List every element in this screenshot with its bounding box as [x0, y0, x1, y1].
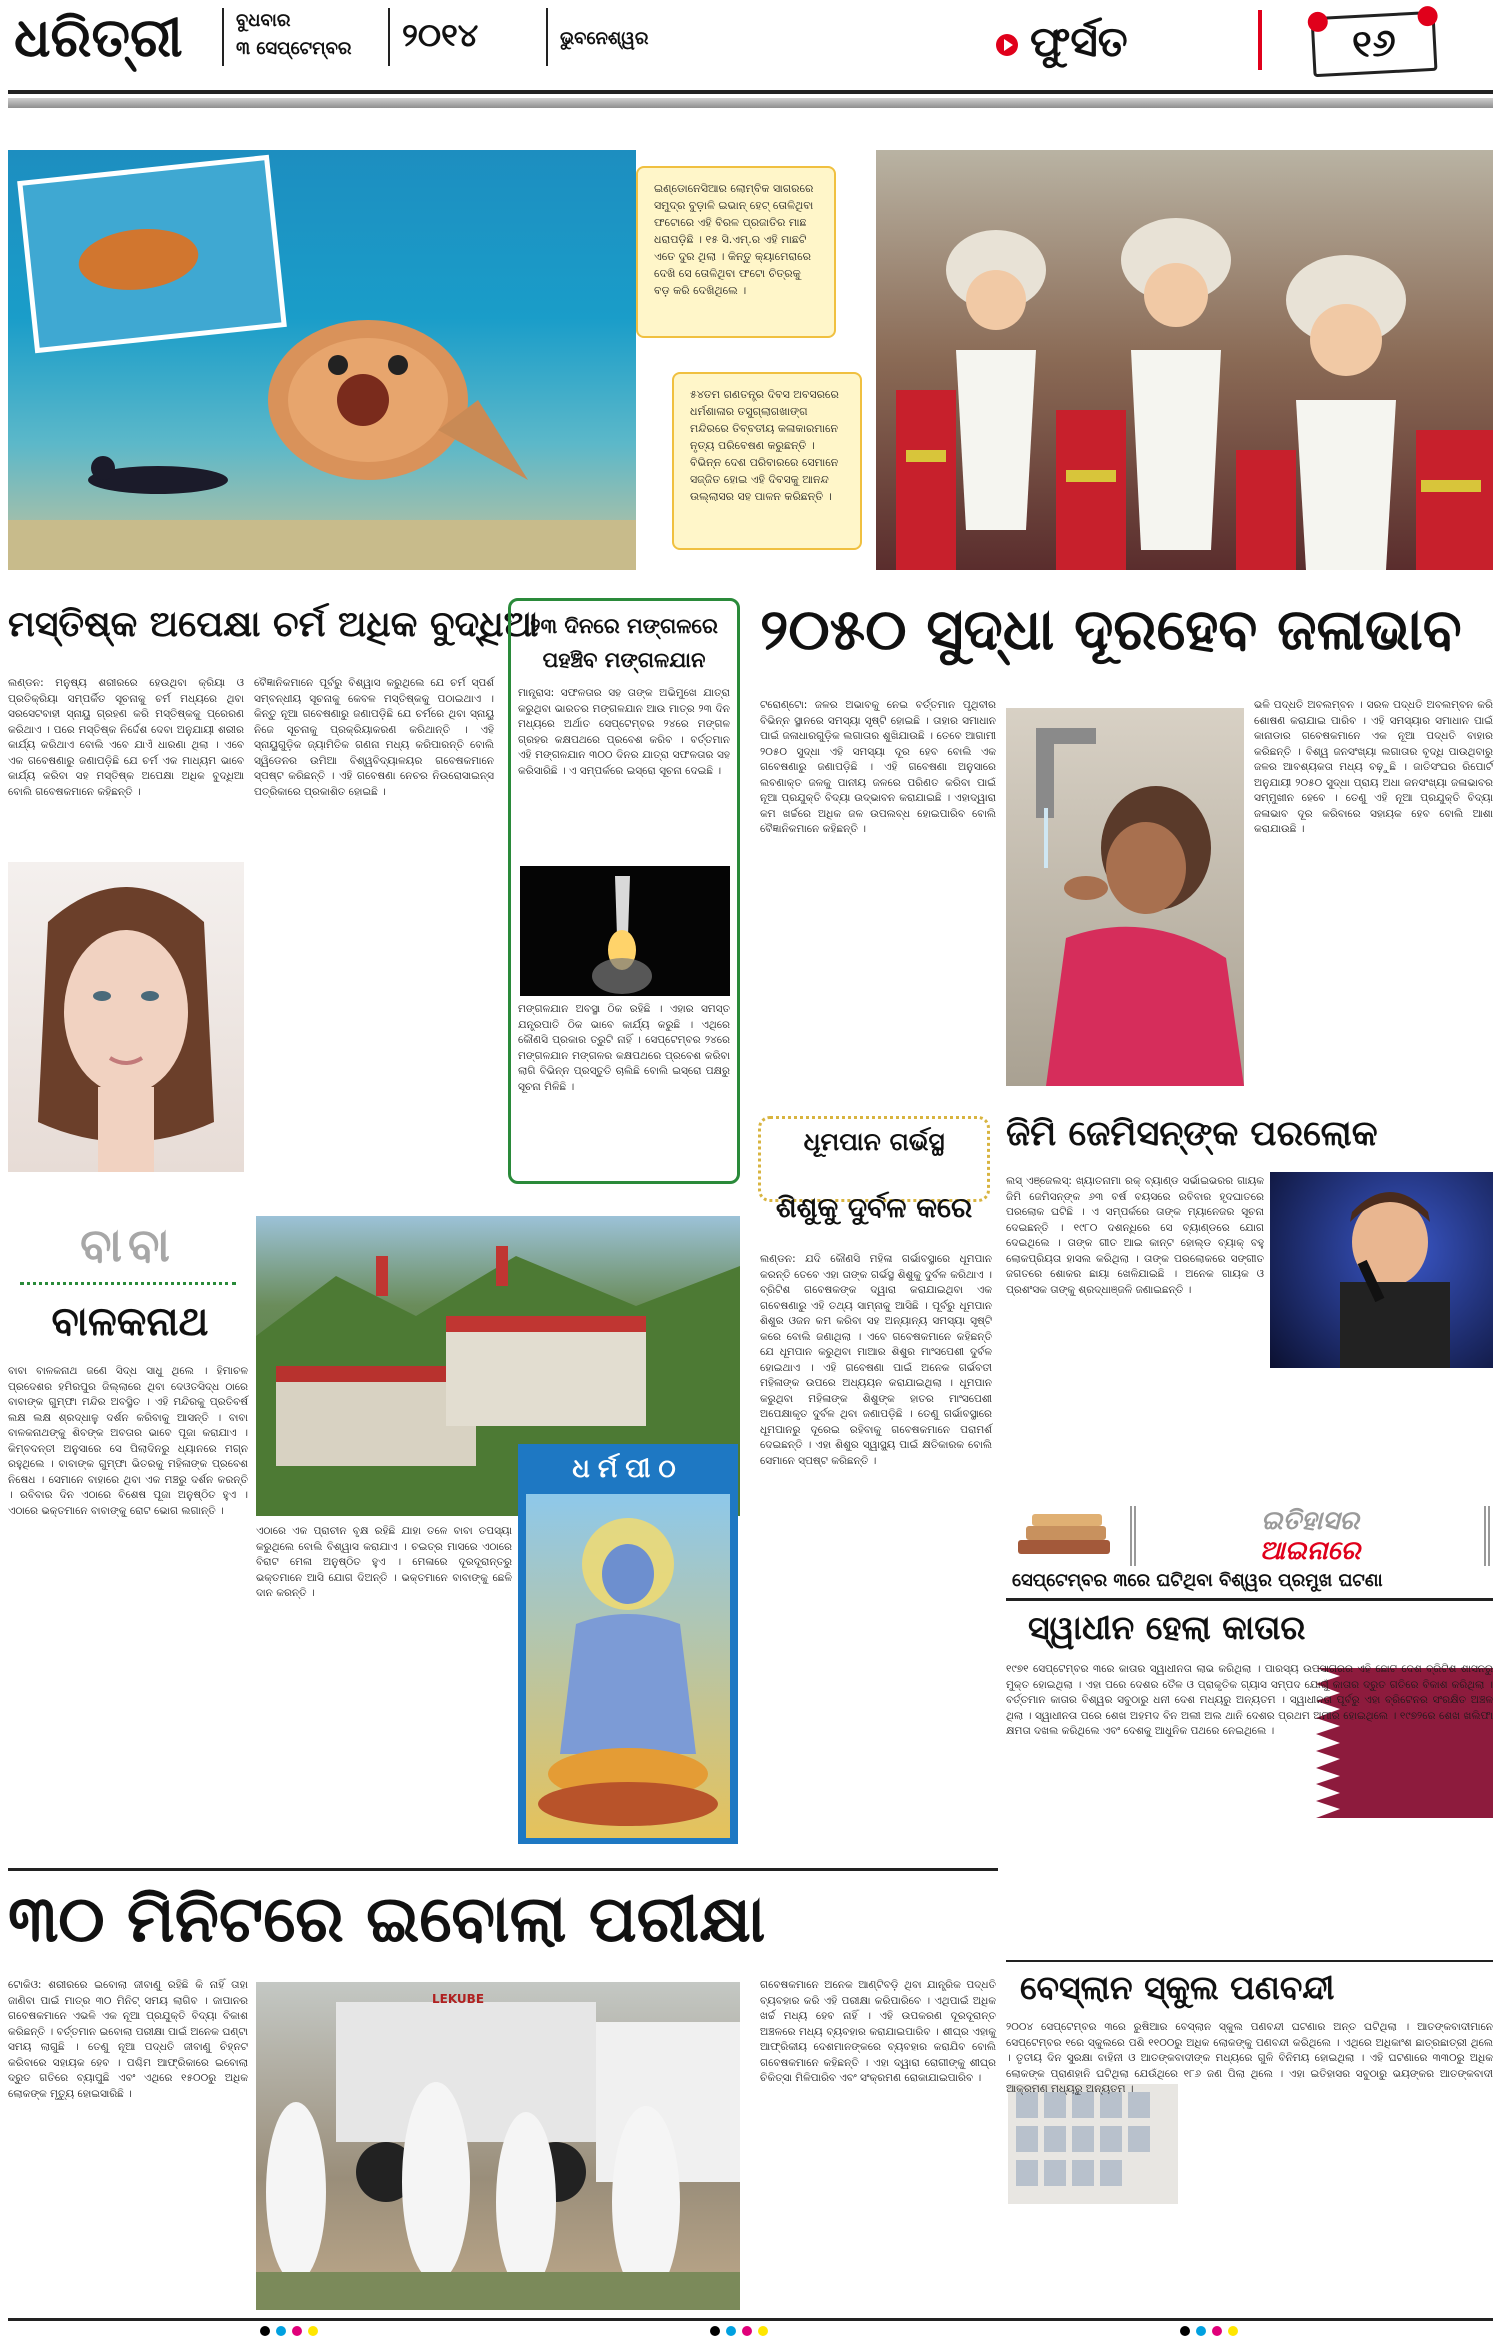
- beslan-rule: [1006, 1960, 1493, 1962]
- masthead-year: ୨୦୧୪: [402, 16, 479, 54]
- beslan-text: ୨୦୦୪ ସେପ୍ଟେମ୍ବର ୩ରେ ରୁଷିଆର ବେସ୍ଲାନ ସ୍କୁଲ ପଣବନ୍ଦୀ ଘଟଣାର ଅନ୍ତ ଘଟିଥିଲା । ଆତଙ୍କବାଦୀମାନେ ସେପ୍ଟେମ୍ବର ୧ରେ ସ୍କୁଲରେ ପଶି ୧୧୦୦ରୁ ଅଧିକ ଲୋକଙ୍କୁ ପଣବନ୍ଦୀ କରିଥିଲେ । ଏଥିରେ ଅଧିକାଂଶ ଛାତ୍ରଛାତ୍ରୀ ଥିଲେ । ତୃତୀୟ ଦିନ ସୁରକ୍ଷା ବାହିନୀ ଓ ଆତଙ୍କବାଦୀଙ୍କ ମଧ୍ୟରେ ଗୁଳି ବିନିମୟ ହୋଇଥିଲା । ଏହି ଘଟଣାରେ ୩୩୦ରୁ ଅଧିକ ଲୋକଙ୍କ ପ୍ରାଣହାନି ଘଟିଥିଲା ଯେଉଁଥିରେ ୧୮୬ ଜଣ ପିଲା ଥିଲେ । ଏହା ଇତିହାସର ସବୁଠାରୁ ଭୟଙ୍କର ଆତଙ୍କବାଦୀ ଆକ୍ରମଣ ମଧ୍ୟରୁ ଅନ୍ୟତମ ।: [1006, 2021, 1497, 2095]
- registration-marks: [240, 2324, 1260, 2338]
- history-title-1: ଇତିହାସର: [1261, 1506, 1359, 1536]
- festival-caption: ୫୪ତମ ଗଣତନ୍ତ୍ର ଦିବସ ଅବସରରେ ଧର୍ମଶାଳାର ତସୁଗ୍ଲାଗଖାଙ୍ଗ ମନ୍ଦିରରେ ତିବ୍ବତୀୟ କଳାକାରମାନେ ନୃତ୍ୟ ପରିବେଷଣ କରୁଛନ୍ତି । ବିଭିନ୍ନ ଦେଶ ପରିବାରରେ ସେମାନେ ସଜ୍ଜିତ ହୋଇ ଏହି ଦିବସକୁ ଆନନ୍ଦ ଉଲ୍ଲାସର ସହ ପାଳନ କରିଛନ୍ତି ।: [672, 372, 862, 550]
- smoking-headline-1: ଧୂମପାନ ଗର୍ଭସ୍ଥ: [803, 1127, 945, 1156]
- masthead-divider: [546, 8, 548, 66]
- masthead-city: ଭୁବନେଶ୍ୱର: [560, 28, 649, 49]
- smoking-headline-2: ଶିଶୁକୁ ଦୁର୍ବଳ କରେ: [775, 1191, 973, 1224]
- skin-text-col1: ଲଣ୍ଡନ: ମନୁଷ୍ୟ ଶରୀରରେ ହେଉଥିବା କ୍ରିୟା ଓ ପ୍ରତିକ୍ରିୟା ସମ୍ପର୍କିତ ସୂଚନାକୁ ଚର୍ମ ମଧ୍ୟରେ ଥିବା ସରସେଟବାହୀ ସ୍ନାୟୁ ଗ୍ରହଣ କରି ମସ୍ତିଷ୍କକୁ ପ୍ରେରଣ କରିଥାଏ । ପରେ ମସ୍ତିଷ୍କ ନିର୍ଦ୍ଦେଶ ଦେବା ଅନୁଯାୟୀ ଶରୀର କାର୍ଯ୍ୟ କରିଥାଏ ବୋଲି ଏବେ ଯାଏଁ ଧାରଣା ଥିଲା । ଏବେ ଏକ ଗବେଷଣାରୁ ଜଣାପଡ଼ିଛି ଯେ ଚର୍ମ ଏକ ମାଧ୍ୟମ ଭାବେ କାର୍ଯ୍ୟ କରିବା ସହ ମସ୍ତିଷ୍କ ଅପେକ୍ଷା ଅଧିକ ବୁଦ୍ଧିଆ ବୋଲି ଗବେଷକମାନେ କହିଛନ୍ତି ।: [8, 677, 248, 798]
- page-number-badge: [1311, 11, 1438, 77]
- masthead-day: ବୁଧବାର: [236, 10, 291, 31]
- history-subtitle: ସେପ୍ଟେମ୍ବର ୩ରେ ଘଟିଥିବା ବିଶ୍ୱର ପ୍ରମୁଖ ଘଟଣା: [1012, 1570, 1383, 1591]
- festival-photo: [876, 150, 1493, 570]
- jimi-text: ଲସ୍ ଏଞ୍ଜେଲସ୍: ଖ୍ୟାତନାମା ରକ୍ ବ୍ୟାଣ୍ଡ ସର୍ଭାଇଭରର ଗାୟକ ଜିମି ଜେମିସନ୍ଙ୍କ ୬୩ ବର୍ଷ ବୟସରେ ରବିବାର ହୃଦଘାତରେ ପରଲୋକ ଘଟିଛି । ଏ ସମ୍ପର୍କରେ ତାଙ୍କ ମ୍ୟାନେଜର ସୂଚନା ଦେଇଛନ୍ତି । ୧୯୮୦ ଦଶନ୍ଧିରେ ସେ ବ୍ୟାଣ୍ଡରେ ଯୋଗ ଦେଇଥିଲେ । ତାଙ୍କ ଗୀତ ଆଇ କାନ୍ଟ ହୋଲ୍ଡ ବ୍ୟାକ୍ ବହୁ ଲୋକପ୍ରିୟତା ହାସଲ କରିଥିଲା । ତାଙ୍କ ପରଲୋକରେ ସଙ୍ଗୀତ ଜଗତରେ ଶୋକର ଛାୟା ଖେଳିଯାଇଛି । ଅନେକ ଗାୟକ ଓ ପ୍ରଶଂସକ ତାଙ୍କୁ ଶ୍ରଦ୍ଧାଞ୍ଜଳି ଜଣାଇଛନ୍ତି ।: [1006, 1175, 1268, 1296]
- history-rule: [1006, 1598, 1493, 1601]
- jimi-headline: ଜିମି ଜେମିସନ୍ଙ୍କ ପରଲୋକ: [1006, 1114, 1378, 1154]
- truck-sign: LEKUBE: [432, 1992, 485, 2006]
- fish-photo: [8, 150, 636, 570]
- history-title-2: ଆଇନାରେ: [1259, 1536, 1361, 1566]
- qatar-headline: ସ୍ୱାଧୀନ ହେଲା କାତାର: [1028, 1608, 1306, 1647]
- section-title: ଫୁର୍ସତ: [1030, 17, 1128, 66]
- page-number: ୧୬: [1350, 19, 1397, 67]
- mangalyaan-headline-1: ୨୩ ଦିନରେ ମଙ୍ଗଳରେ: [530, 614, 718, 638]
- baba-text-col2: ଏଠାରେ ଏକ ପ୍ରାଚୀନ ବୃକ୍ଷ ରହିଛି ଯାହା ତଳେ ବାବା ତପସ୍ୟା କରୁଥିଲେ ବୋଲି ବିଶ୍ୱାସ କରାଯାଏ । ଚଇତ୍ର ମାସରେ ଏଠାରେ ବିରାଟ ମେଳା ଅନୁଷ୍ଠିତ ହୁଏ । ମେଳାରେ ଦୂରଦୂରାନ୍ତରୁ ଭକ୍ତମାନେ ଆସି ଯୋଗ ଦିଅନ୍ତି । ଭକ୍ତମାନେ ବାବାଙ୍କୁ ଛେଳି ଦାନ କରନ୍ତି ।: [256, 1525, 516, 1599]
- ebola-workers-photo: [256, 1982, 740, 2310]
- fish-caption: ଇଣ୍ଡୋନେସିଆର ଲୋମ୍ବିକ ସାଗରରେ ସମୁଦ୍ର ବୁଡ଼ାଳି ଇଭାନ୍ ହେଟ୍ ତୋଳିଥିବା ଫଟୋରେ ଏହି ବିରଳ ପ୍ରଜାତିର ମାଛ ଧରାପଡ଼ିଛି । ୧୫ ସି.ଏମ୍.ର ଏହି ମାଛଟି ଏତେ ଦୁର ଥିଲା । କିନ୍ତୁ କ୍ୟାମେରାରେ ଦେଖି ସେ ତୋଳିଥିବା ଫଟୋ ଚିତ୍ରକୁ ବଡ଼ କରି ଦେଖିଥିଲେ ।: [636, 166, 836, 338]
- mangalyaan-text-bottom: ମଙ୍ଗଳଯାନ ଅବସ୍ଥା ଠିକ ରହିଛି । ଏହାର ସମସ୍ତ ଯନ୍ତ୍ରପାତି ଠିକ ଭାବେ କାର୍ଯ୍ୟ କରୁଛି । ଏଥିରେ କୌଣସି ପ୍ରକାର ତ୍ରୁଟି ନାହିଁ । ସେପ୍ଟେମ୍ବର ୨୪ରେ ମଙ୍ଗଳଯାନ ମଙ୍ଗଳର କକ୍ଷପଥରେ ପ୍ରବେଶ କରିବା ଲାଗି ବିଭିନ୍ନ ପ୍ରସ୍ତୁତି ଚାଲିଛି ବୋଲି ଇସ୍ରୋ ପକ୍ଷରୁ ସୂଚନା ମିଳିଛି ।: [518, 1003, 734, 1093]
- mangalyaan-text-top: ମାନ୍ତ୍ରାସ: ସଫଳତାର ସହ ତାଙ୍କ ଅଭିମୁଖେ ଯାତ୍ରା କରୁଥିବା ଭାରତର ମଙ୍ଗଳଯାନ ଆଉ ମାତ୍ର ୨୩ ଦିନ ମଧ୍ୟରେ ଅର୍ଥାତ ସେପ୍ଟେମ୍ବର ୨୪ରେ ମଙ୍ଗଳ ଗ୍ରହର କକ୍ଷପଥରେ ପ୍ରବେଶ କରିବ । ବର୍ତ୍ତମାନ ଏହି ମଙ୍ଗଳଯାନ ୩୦୦ ଦିନର ଯାତ୍ରା ସଫଳତାର ସହ କରିସାରିଛି । ଏ ସମ୍ପର୍କରେ ଇସ୍ରୋ ସୂଚନା ଦେଇଛି ।: [518, 687, 734, 777]
- beslan-headline: ବେସ୍ଲାନ ସ୍କୁଲ ପଣବନ୍ଦୀ: [1020, 1968, 1335, 2007]
- fish-illustration: [8, 150, 636, 570]
- masthead-rule-thin: [8, 98, 1493, 108]
- baba-title-1: ବାବା: [80, 1218, 176, 1272]
- dharmapeetha-badge: ଧର୍ମପୀଠ: [572, 1454, 684, 1484]
- ebola-text-col1: ଟୋକିଓ: ଶରୀରରେ ଇବୋଲା ଜୀବାଣୁ ରହିଛି କି ନାହିଁ ତାହା ଜାଣିବା ପାଇଁ ମାତ୍ର ୩୦ ମିନିଟ୍ ସମୟ ଲାଗିବ । ଜାପାନର ଗବେଷକମାନେ ଏଭଳି ଏକ ନୂଆ ପ୍ରଯୁକ୍ତି ବିଦ୍ୟା ବିକାଶ କରିଛନ୍ତି । ବର୍ତ୍ତମାନ ଇବୋଲା ପରୀକ୍ଷା ପାଇଁ ଅନେକ ଘଣ୍ଟା ସମୟ ଲାଗୁଛି । ତେଣୁ ନୂଆ ପଦ୍ଧତି ଜୀବାଣୁ ଚିହ୍ନଟ କରିବାରେ ସହାୟକ ହେବ । ପଶ୍ଚିମ ଆଫ୍ରିକାରେ ଇବୋଲା ଦ୍ରୁତ ଗତିରେ ବ୍ୟାପୁଛି ଏବଂ ଏଥିରେ ୧୫୦୦ରୁ ଅଧିକ ଲୋକଙ୍କ ମୃତ୍ୟୁ ହୋଇସାରିଛି ।: [8, 1979, 252, 2100]
- skin-text-col2: ବୈଜ୍ଞାନିକମାନେ ପୂର୍ବରୁ ବିଶ୍ୱାସ କରୁଥିଲେ ଯେ ଚର୍ମ ସ୍ପର୍ଶ ସମ୍ବନ୍ଧୀୟ ସୂଚନାକୁ କେବଳ ମସ୍ତିଷ୍କକୁ ପଠାଇଥାଏ । କିନ୍ତୁ ନୂଆ ଗବେଷଣାରୁ ଜଣାପଡ଼ିଛି ଯେ ଚର୍ମରେ ଥିବା ସ୍ନାୟୁ ନିଜେ ସୂଚନାକୁ ପ୍ରକ୍ରିୟାକରଣ କରିଥାନ୍ତି । ଏହି ସ୍ନାୟୁଗୁଡ଼ିକ ଜ୍ୟାମିତିକ ଗଣନା ମଧ୍ୟ କରିପାରନ୍ତି ବୋଲି ସ୍ୱିଡେନର ଉମିଆ ବିଶ୍ୱବିଦ୍ୟାଳୟର ଗବେଷକମାନେ ସ୍ପଷ୍ଟ କରିଛନ୍ତି । ଏହି ଗବେଷଣା ନେଚର ନିଉରୋସାଇନ୍ସ ପତ୍ରିକାରେ ପ୍ରକାଶିତ ହୋଇଛି ।: [254, 677, 498, 798]
- skin-headline: ମସ୍ତିଷ୍କ ଅପେକ୍ଷା ଚର୍ମ ଅଧିକ ବୁଦ୍ଧିଆ: [8, 604, 539, 645]
- balaknath-painting: [526, 1494, 730, 1838]
- woman-portrait: [8, 862, 244, 1172]
- water-text-col2: ଭଳି ପଦ୍ଧତି ଅବଲମ୍ବନ । ସରଳ ପଦ୍ଧତି ଅବଲମ୍ବନ କରି ଶୋଷଣ କରାଯାଇ ପାରିବ । ଏହି ସମସ୍ୟାର ସମାଧାନ ପାଇଁ କାନାଡାର ଗବେଷକମାନେ ଏକ ନୂଆ ପଦ୍ଧତି ବାହାର କରିଛନ୍ତି । ବିଶ୍ୱ ଜନସଂଖ୍ୟା ଲଗାତାର ବୃଦ୍ଧି ପାଉଥିବାରୁ ଜଳର ଆବଶ୍ୟକତା ମଧ୍ୟ ବଢ଼ୁଛି । ଜାତିସଂଘର ରିପୋର୍ଟ ଅନୁଯାୟୀ ୨୦୫୦ ସୁଦ୍ଧା ପ୍ରାୟ ଅଧା ଜନସଂଖ୍ୟା ଜଳାଭାବର ସମ୍ମୁଖୀନ ହେବେ । ତେଣୁ ଏହି ନୂଆ ପ୍ରଯୁକ୍ତି ବିଦ୍ୟା ଜଳାଭାବ ଦୂର କରିବାରେ ସହାୟକ ହେବ ବୋଲି ଆଶା କରାଯାଉଛି ।: [1254, 699, 1497, 835]
- qatar-text: ୧୯୭୧ ସେପ୍ଟେମ୍ବର ୩ରେ କାତାର ସ୍ୱାଧୀନତା ଲାଭ କରିଥିଲା । ପାରସ୍ୟ ଉପସାଗରର ଏହି ଛୋଟ ଦେଶ ବ୍ରିଟିଶ ଶାସନରୁ ମୁକ୍ତ ହୋଇଥିଲା । ଏହା ପରେ ଦେଶର ତୈଳ ଓ ପ୍ରାକୃତିକ ଗ୍ୟାସ ସମ୍ପଦ ଯୋଗୁଁ କାତାର ଦ୍ରୁତ ଗତିରେ ବିକାଶ କରିଥିଲା । ବର୍ତ୍ତମାନ କାତାର ବିଶ୍ୱର ସବୁଠାରୁ ଧନୀ ଦେଶ ମଧ୍ୟରୁ ଅନ୍ୟତମ । ସ୍ୱାଧୀନତା ପୂର୍ବରୁ ଏହା ବ୍ରିଟେନର ସଂରକ୍ଷିତ ଅଞ୍ଚଳ ଥିଲା । ସ୍ୱାଧୀନତା ପରେ ଶେଖ ଅହମଦ ବିନ ଅଲୀ ଅଲ ଥାନି ଦେଶର ପ୍ରଥମ ଅମୀର ହୋଇଥିଲେ । ୧୯୭୨ରେ ଶେଖ ଖଲିଫା କ୍ଷମତା ଦଖଲ କରିଥିଲେ ଏବଂ ଦେଶକୁ ଆଧୁନିକ ପଥରେ ନେଇଥିଲେ ।: [1006, 1663, 1497, 1737]
- water-text-col1: ଟରୋଣ୍ଟୋ: ଜଳର ଅଭାବକୁ ନେଇ ବର୍ତ୍ତମାନ ପୃଥିବୀର ବିଭିନ୍ନ ସ୍ଥାନରେ ସମସ୍ୟା ସୃଷ୍ଟି ହୋଇଛି । ତାହାର ସମାଧାନ ପାଇଁ ଜଳାଧାରଗୁଡ଼ିକ ଲଗାତାର ଶୁଖିଯାଉଛି । ତେବେ ଆଗାମୀ ୨୦୫୦ ସୁଦ୍ଧା ଏହି ସମସ୍ୟା ଦୂର ହେବ ବୋଲି ଏକ ଗବେଷଣାରୁ ଜଣାପଡ଼ିଛି । ଏହି ଗବେଷଣା ଅନୁସାରେ ଲବଣାକ୍ତ ଜଳକୁ ପାନୀୟ ଜଳରେ ପରିଣତ କରିବା ପାଇଁ ନୂଆ ପ୍ରଯୁକ୍ତି ବିଦ୍ୟା ଉଦ୍ଭାବନ କରାଯାଇଛି । ଏହାଦ୍ୱାରା କମ ଖର୍ଚ୍ଚରେ ଅଧିକ ଜଳ ଉପଲବ୍ଧ ହୋଇପାରିବ ବୋଲି ବୈଜ୍ଞାନିକମାନେ କହିଛନ୍ତି ।: [760, 699, 1000, 835]
- rocket-launch-photo: [520, 866, 730, 996]
- masthead-red-divider: [1258, 10, 1262, 70]
- footer-rule: [8, 2318, 1493, 2321]
- masthead: [0, 0, 1501, 90]
- section-bullet-icon: [996, 34, 1018, 56]
- masthead-date: ୩ ସେପ୍ଟେମ୍ବର: [236, 38, 352, 59]
- masthead-rule: [8, 90, 1493, 94]
- masthead-divider: [222, 8, 224, 66]
- baba-title-2: ବାଳକନାଥ: [51, 1299, 209, 1345]
- water-headline: ୨୦୫୦ ସୁଦ୍ଧା ଦୂରହେବ ଜଳାଭାବ: [760, 597, 1462, 663]
- ebola-text-col2: ଗବେଷକମାନେ ଅନେକ ଆଣ୍ଟିବଡ଼ି ଥିବା ଯାନ୍ତ୍ରିକ ପଦ୍ଧତି ବ୍ୟବହାର କରି ଏହି ପରୀକ୍ଷା କରିପାରିବେ । ଏଥିପାଇଁ ଅଧିକ ଖର୍ଚ୍ଚ ମଧ୍ୟ ହେବ ନାହିଁ । ଏହି ଉପକରଣ ଦୂରଦୂରାନ୍ତ ଅଞ୍ଚଳରେ ମଧ୍ୟ ବ୍ୟବହାର କରାଯାଇପାରିବ । ଶୀଘ୍ର ଏହାକୁ ଆଫ୍ରିକୀୟ ଦେଶମାନଙ୍କରେ ବ୍ୟବହାର କରାଯିବ ବୋଲି ଗବେଷକମାନେ କହିଛନ୍ତି । ଏହା ଦ୍ୱାରା ରୋଗୀଙ୍କୁ ଶୀଘ୍ର ଚିକିତ୍ସା ମିଳିପାରିବ ଏବଂ ସଂକ୍ରମଣ ରୋକାଯାଇପାରିବ ।: [760, 1979, 1000, 2084]
- baba-title-divider: [20, 1282, 236, 1285]
- masthead-divider: [388, 8, 390, 66]
- ebola-headline: ୩୦ ମିନିଟରେ ଇବୋଲା ପରୀକ୍ଷା: [8, 1883, 766, 1957]
- girl-drinking-photo: [1006, 708, 1244, 1086]
- smoking-text: ଲଣ୍ଡନ: ଯଦି କୌଣସି ମହିଳା ଗର୍ଭାବସ୍ଥାରେ ଧୂମପାନ କରନ୍ତି ତେବେ ଏହା ତାଙ୍କ ଗର୍ଭସ୍ଥ ଶିଶୁକୁ ଦୁର୍ବଳ କରିଥାଏ । ବ୍ରିଟିଶ ଗବେଷକଙ୍କ ଦ୍ୱାରା କରାଯାଇଥିବା ଏକ ଗବେଷଣାରୁ ଏହି ତଥ୍ୟ ସାମ୍ନାକୁ ଆସିଛି । ପୂର୍ବରୁ ଧୂମପାନ ଶିଶୁର ଓଜନ କମ କରିବା ସହ ଅନ୍ୟାନ୍ୟ ସମସ୍ୟା ସୃଷ୍ଟି କରେ ବୋଲି ଜଣାଥିଲା । ଏବେ ଗବେଷକମାନେ କହିଛନ୍ତି ଯେ ଧୂମପାନ କରୁଥିବା ମାଆର ଶିଶୁର ମାଂସପେଶୀ ଦୁର୍ବଳ ହୋଇଥାଏ । ଏହି ଗବେଷଣା ପାଇଁ ଅନେକ ଗର୍ଭବତୀ ମହିଳାଙ୍କ ଉପରେ ଅଧ୍ୟୟନ କରାଯାଇଥିଲା । ଧୂମପାନ କରୁଥିବା ମହିଳାଙ୍କ ଶିଶୁଙ୍କ ହାତର ମାଂସପେଶୀ ଅପେକ୍ଷାକୃତ ଦୁର୍ବଳ ଥିବା ଜଣାପଡ଼ିଛି । ତେଣୁ ଗର୍ଭାବସ୍ଥାରେ ଧୂମପାନରୁ ଦୂରେଇ ରହିବାକୁ ଗବେଷକମାନେ ପରାମର୍ଶ ଦେଇଛନ୍ତି । ଏହା ଶିଶୁର ସ୍ୱାସ୍ଥ୍ୟ ପାଇଁ କ୍ଷତିକାରକ ବୋଲି ସେମାନେ ସ୍ପଷ୍ଟ କରିଛନ୍ତି ।: [760, 1253, 996, 1467]
- jimi-photo: [1270, 1172, 1493, 1368]
- dancers-illustration: [876, 150, 1493, 570]
- baba-text-col1: ବାବା ବାଳକନାଥ ଜଣେ ସିଦ୍ଧ ସାଧୁ ଥିଲେ । ହିମାଚଳ ପ୍ରଦେଶର ହମିରପୁର ଜିଲ୍ଲାରେ ଥିବା ଦେଓତସିଦ୍ଧ ଠାରେ ବାବାଙ୍କ ଗୁମ୍ଫା ମନ୍ଦିର ଅବସ୍ଥିତ । ଏହି ମନ୍ଦିରକୁ ପ୍ରତିବର୍ଷ ଲକ୍ଷ ଲକ୍ଷ ଶ୍ରଦ୍ଧାଳୁ ଦର୍ଶନ କରିବାକୁ ଆସନ୍ତି । ବାବା ବାଳକନାଥଙ୍କୁ ଶିବଙ୍କ ଅବତାର ଭାବେ ପୂଜା କରାଯାଏ । କିମ୍ବଦନ୍ତୀ ଅନୁସାରେ ସେ ପିଲାଦିନରୁ ଧ୍ୟାନରେ ମଗ୍ନ ରହୁଥିଲେ । ବାବାଙ୍କ ଗୁମ୍ଫା ଭିତରକୁ ମହିଳାଙ୍କ ପ୍ରବେଶ ନିଷେଧ । ସେମାନେ ବାହାରେ ଥିବା ଏକ ମଞ୍ଚରୁ ଦର୍ଶନ କରନ୍ତି । ରବିବାର ଦିନ ଏଠାରେ ବିଶେଷ ପୂଜା ଅନୁଷ୍ଠିତ ହୁଏ । ଏଠାରେ ଭକ୍ତମାନେ ବାବାଙ୍କୁ ରୋଟ ଭୋଗ ଲଗାନ୍ତି ।: [8, 1365, 252, 1517]
- paper-name: ଧରିତ୍ରୀ: [14, 5, 183, 69]
- mangalyaan-headline-2: ପହଞ୍ଚିବ ମଙ୍ଗଳଯାନ: [542, 648, 706, 672]
- books-icon: [1012, 1512, 1120, 1562]
- ebola-top-rule: [8, 1868, 998, 1871]
